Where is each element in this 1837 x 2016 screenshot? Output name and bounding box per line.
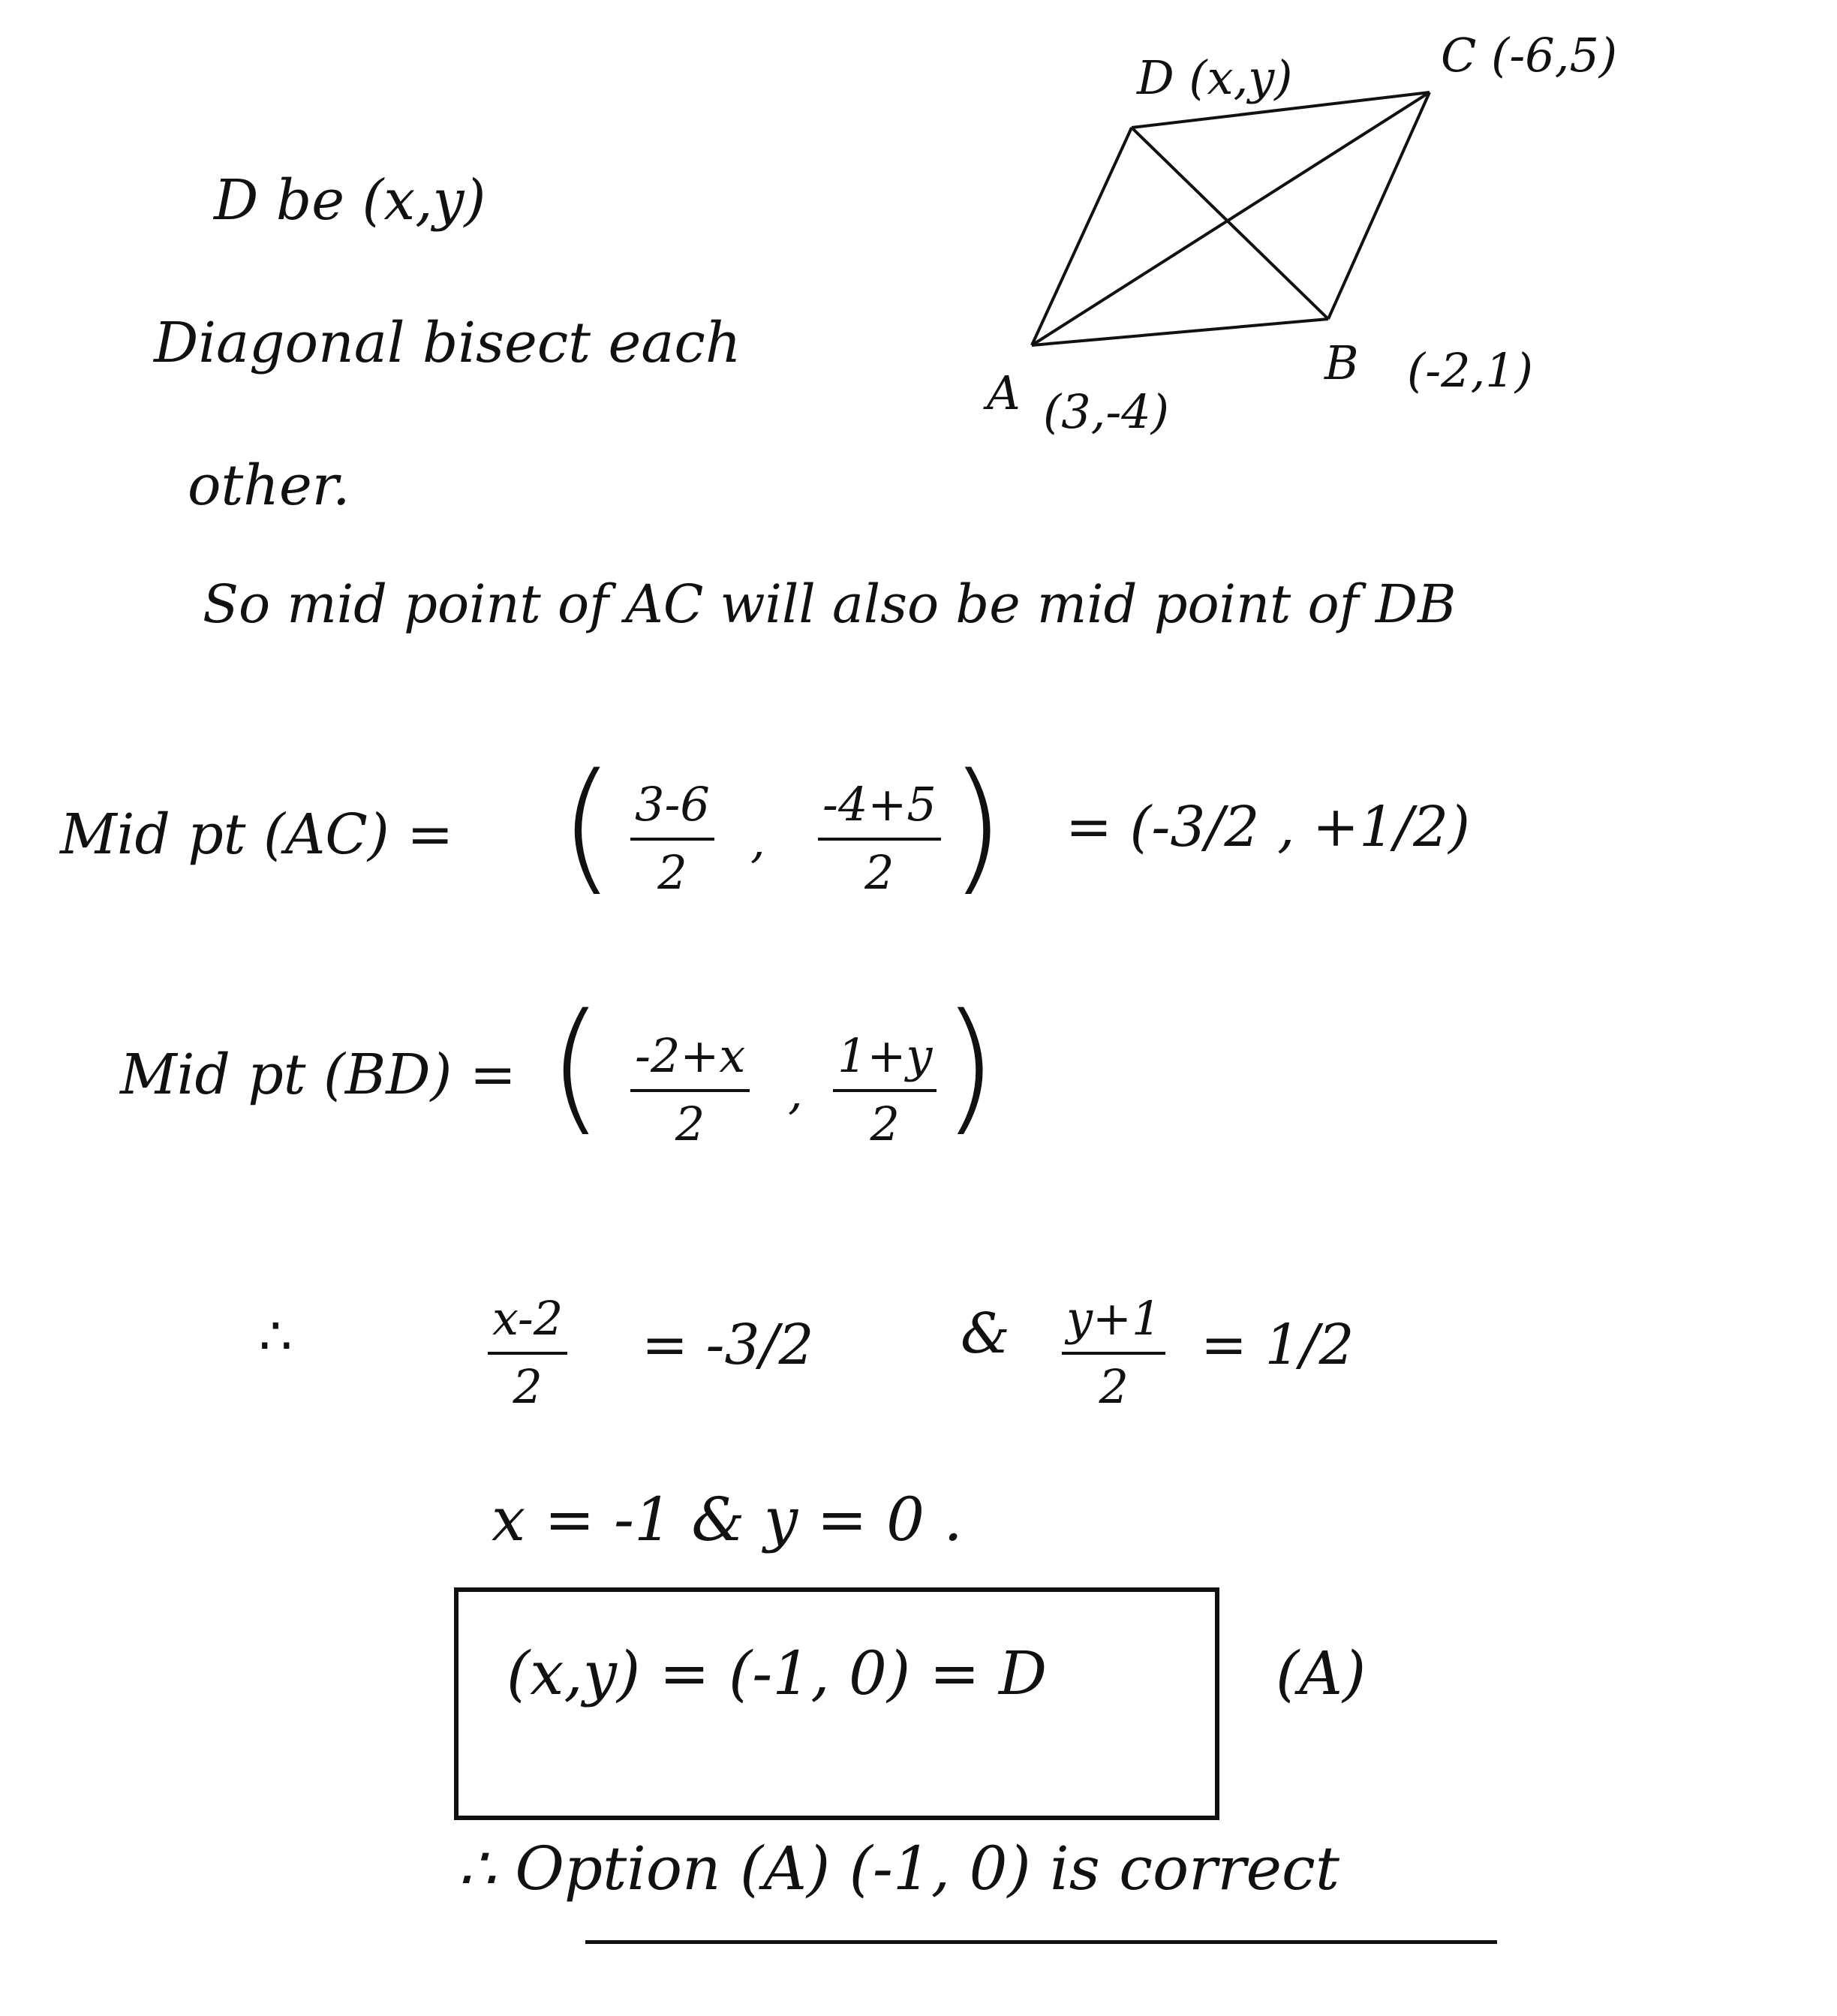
solution-values: x = -1 & y = 0 . xyxy=(492,1485,963,1554)
equation-y-rhs: = 1/2 xyxy=(1201,1313,1354,1377)
property-text-1: Diagonal bisect each xyxy=(154,311,741,375)
equation-x-fraction xyxy=(488,1291,567,1414)
assumption-text: D be (x,y) xyxy=(214,168,486,233)
ampersand: & xyxy=(961,1301,1010,1366)
comma-ac: , xyxy=(750,814,765,868)
fraction-bd-x-denominator: 2 xyxy=(630,1089,750,1151)
fraction-bd-x-numerator: -2+x xyxy=(635,1028,746,1083)
option-tag: (A) xyxy=(1276,1638,1366,1708)
equation-x-numerator: x-2 xyxy=(492,1291,564,1346)
coord-a: (3,-4) xyxy=(1043,384,1169,439)
equation-x-rhs: = -3/2 xyxy=(642,1313,814,1377)
label-b: B xyxy=(1324,335,1359,390)
label-a: A xyxy=(987,366,1021,420)
open-paren-ac: ( xyxy=(559,743,615,909)
boxed-answer: (x,y) = (-1, 0) = D xyxy=(507,1638,1048,1708)
fraction-bd-x xyxy=(630,1028,750,1151)
equation-y-denominator: 2 xyxy=(1062,1352,1165,1414)
equation-y-numerator: y+1 xyxy=(1066,1291,1162,1346)
midpoint-ac-result: = (-3/2 , +1/2) xyxy=(1066,795,1471,859)
side-ba xyxy=(1032,319,1328,345)
label-c: C (-6,5) xyxy=(1441,28,1618,83)
diagonal-db xyxy=(1132,128,1328,319)
therefore-symbol: ∴ xyxy=(259,1305,293,1367)
close-paren-ac: ) xyxy=(949,743,1006,909)
fraction-ac-x xyxy=(630,777,714,900)
property-text-2: other. xyxy=(188,453,350,518)
midpoint-bd-label: Mid pt (BD) = xyxy=(120,1043,516,1107)
fraction-bd-y xyxy=(833,1028,937,1151)
equation-x-denominator: 2 xyxy=(488,1352,567,1414)
final-underline xyxy=(585,1940,1497,1944)
diagonal-ac xyxy=(1032,92,1430,345)
fraction-ac-y-denominator: 2 xyxy=(818,838,941,900)
fraction-ac-y-numerator: -4+5 xyxy=(822,777,937,832)
comma-bd: , xyxy=(788,1065,803,1120)
final-answer: ∴ Option (A) (-1, 0) is correct xyxy=(458,1834,1339,1903)
midpoint-ac-label: Mid pt (AC) = xyxy=(60,802,454,867)
open-paren-bd: ( xyxy=(548,983,604,1149)
coord-b: (-2,1) xyxy=(1407,343,1533,398)
close-paren-bd: ) xyxy=(942,983,998,1149)
equation-y-fraction xyxy=(1062,1291,1165,1414)
label-d: D (x,y) xyxy=(1137,50,1293,105)
reasoning-text: So mid point of AC will also be mid point of DB xyxy=(203,573,1457,635)
fraction-bd-y-denominator: 2 xyxy=(833,1089,937,1151)
fraction-ac-x-numerator: 3-6 xyxy=(635,777,710,832)
fraction-ac-x-denominator: 2 xyxy=(630,838,714,900)
side-cb xyxy=(1328,92,1430,319)
fraction-bd-y-numerator: 1+y xyxy=(837,1028,933,1083)
fraction-ac-y xyxy=(818,777,941,900)
